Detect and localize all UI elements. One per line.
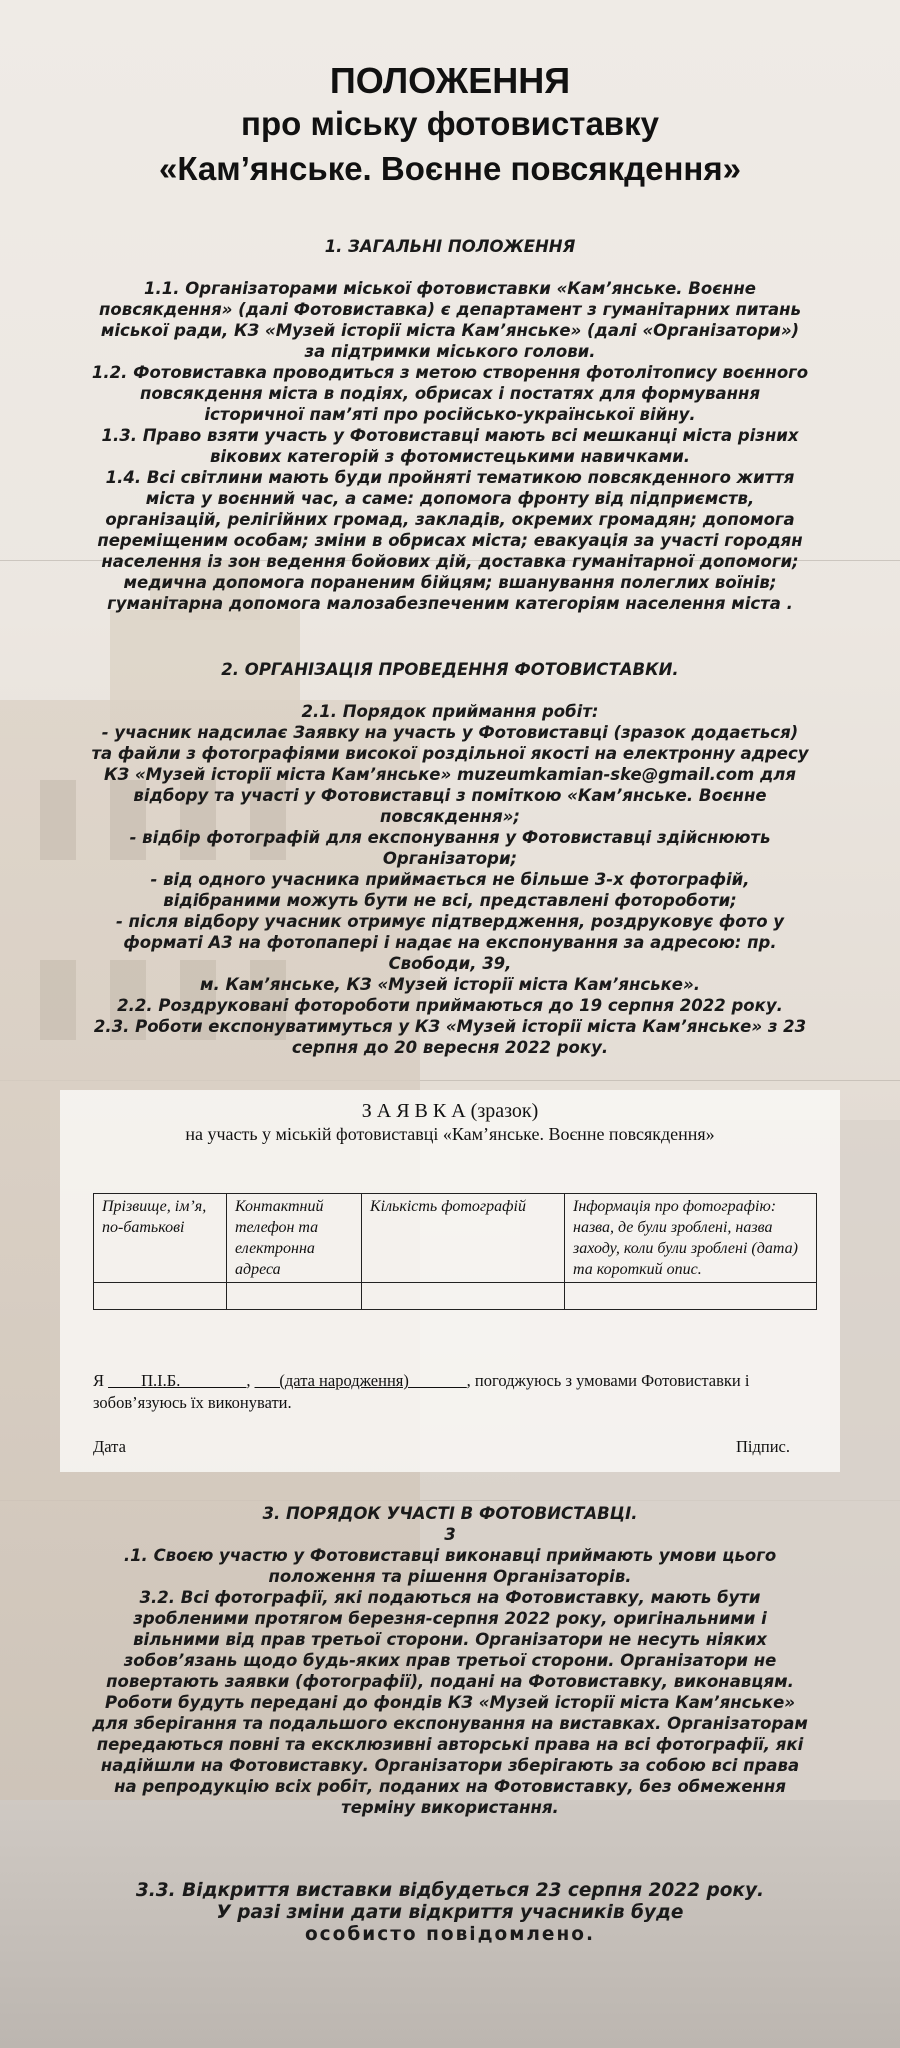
paragraph-3-1: .1. Своєю участю у Фотовиставці виконавці приймають умови цього положення та рішення Організаторів. [123, 1546, 777, 1586]
table-row [94, 1283, 817, 1310]
application-table [93, 1193, 817, 1310]
bullet-address: м. Кам’янське, КЗ «Музей історії міста Кам’янське». [200, 975, 700, 994]
cell-info[interactable] [565, 1283, 817, 1310]
paragraph-2-3: 2.3. Роботи експонуватимуться у КЗ «Музей історії міста Кам’янське» з 23 серпня до 20 вересня 2022 року. [93, 1017, 807, 1057]
document-title: ПОЛОЖЕННЯ [329, 60, 571, 101]
cell-contact[interactable] [227, 1283, 362, 1310]
paragraph-number: 3 [444, 1525, 456, 1544]
name-blank: ____П.І.Б.________ [108, 1371, 247, 1390]
section-heading: 3. ПОРЯДОК УЧАСТІ В ФОТОВИСТАВЦІ. [262, 1504, 638, 1523]
form-title: З А Я В К А (зразок) [361, 1100, 539, 1122]
application-form [60, 1090, 840, 1472]
paragraph-1-4: 1.4. Всі світлини мають буди пройняті тематикою повсякденного життя міста у воєнний час, а саме: допомога фронту від підприємств, організацій, релігійних громад, закладів, окремих громадян; допомога переміщеним особам; зміни в обрисах міста; евакуація за участі городян населення із зон ведення бойових дій, доставка гуманітарної допомоги; медична допомога пораненим бійцям; вшанування полеглих воїнів; гуманітарна допомога малозабезпеченим категоріям населення міста . [97, 468, 803, 613]
cell-name[interactable] [94, 1283, 227, 1310]
section-heading: 2. ОРГАНІЗАЦІЯ ПРОВЕДЕННЯ ФОТОВИСТАВКИ. [221, 660, 679, 679]
birthdate-blank: ___(дата народження)_______ [254, 1371, 467, 1390]
section-organization [90, 659, 810, 1058]
section-participation [90, 1503, 810, 1818]
bullet-print: - після відбору учасник отримує підтвердження, роздруковує фото у форматі А3 на фотопапері і надає на експонування за адресою: пр. Свободи, 39, [115, 912, 785, 973]
paragraph-3-2: 3.2. Всі фотографії, які подаються на Фотовиставку, мають бути зробленими протягом березня-серпня 2022 року, оригінальними і вільними від прав третьої сторони. Організатори не несуть ніяких зобов’язань щодо будь-яких прав третьої сторони. Організатори не повертають заявки (фотографії), подані на Фотовиставку, виконавцям. Роботи будуть передані до фондів КЗ «Музей історії міста Кам’янське» для зберігання та подальшого експонування на виставках. Організаторам передаються повні та ексклюзивні авторські права на всі фотографії, які надійшли на Фотовиставку. Організатори зберігають за собою всі права на репродукцію всіх робіт, поданих на Фотовиставку, без обмеження терміну використання. [92, 1588, 808, 1817]
form-subtitle: на участь у міській фотовиставці «Кам’янське. Воєнне повсякдення» [185, 1124, 715, 1144]
cell-count[interactable] [362, 1283, 565, 1310]
paragraph-1-3: 1.3. Право взяти участь у Фотовиставці мають всі мешканці міста різних вікових категорій з фотомистецькими навичками. [101, 426, 799, 466]
opening-notify: особисто повідомлено. [304, 1924, 596, 1945]
document-subtitle: про міську фотовиставку [241, 105, 659, 142]
opening-announcement [90, 1880, 810, 1946]
paragraph-2-1-heading: 2.1. Порядок приймання робіт: [301, 702, 599, 721]
consent-text: Я ____П.І.Б.________, ___(дата народження)_______, погоджуюсь з умовами Фотовиставки і зобов’язуюсь їх виконувати. [93, 1371, 750, 1412]
section-heading: 1. ЗАГАЛЬНІ ПОЛОЖЕННЯ [324, 237, 576, 256]
opening-change-note: У разі зміни дати відкриття учасників буде [216, 1902, 684, 1923]
paragraph-1-2: 1.2. Фотовиставка проводиться з метою створення фотолітопису воєнного повсякдення міста в подіях, обрисах і постатях для формування історичної пам’яті про російсько-української війну. [91, 363, 809, 424]
date-label: Дата [93, 1437, 126, 1456]
paragraph-2-2: 2.2. Роздруковані фотороботи приймаються до 19 серпня 2022 року. [117, 996, 783, 1015]
col-name: Прізвище, ім’я, по-батькові [94, 1194, 227, 1283]
col-contact: Контактний телефон та електронна адреса [227, 1194, 362, 1283]
table-header-row [94, 1194, 817, 1283]
paragraph-1-1: 1.1. Організаторами міської фотовиставки «Кам’янське. Воєнне повсякдення» (далі Фотовиставка) є департамент з гуманітарних питань міської ради, КЗ «Музей історії міста Кам’янське» (далі «Організатори») за підтримки міського голови. [99, 279, 801, 361]
col-info: Інформація про фотографію: назва, де були зроблені, назва заходу, коли були зроблені (дата) та короткий опис. [565, 1194, 817, 1283]
signature-label: Підпис. [735, 1437, 790, 1456]
opening-date: 3.3. Відкриття виставки відбудеться 23 серпня 2022 року. [135, 1880, 765, 1901]
col-count: Кількість фотографій [362, 1194, 565, 1283]
bullet-limit: - від одного учасника приймається не більше 3-х фотографій, відібраними можуть бути не всі, представлені фотороботи; [150, 870, 750, 910]
section-general [90, 236, 810, 614]
bullet-selection: - відбір фотографій для експонування у Фотовиставці здійснюють Організатори; [129, 828, 771, 868]
exhibition-name: «Кам’янське. Воєнне повсякдення» [159, 150, 741, 187]
bullet-submission: - учасник надсилає Заявку на участь у Фотовиставці (зразок додається) та файли з фотографіями високої роздільної якості на електронну адресу КЗ «Музей історії міста Кам’янське» muzeumkamian-ske@gmail.com для відбору та участі у Фотовиставці з поміткою «Кам’янське. Воєнне повсякдення»; [91, 723, 809, 826]
